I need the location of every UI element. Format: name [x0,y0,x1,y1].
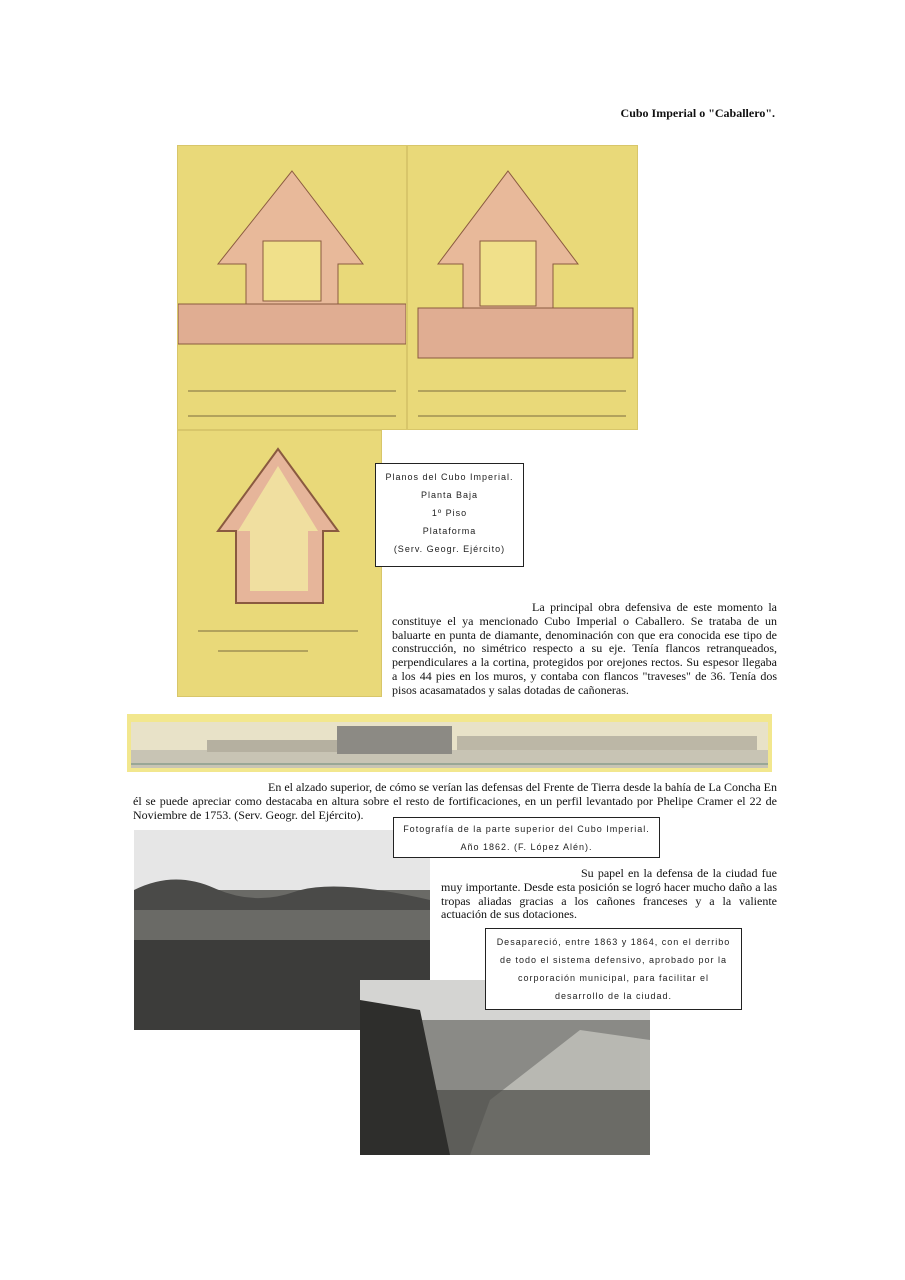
page-title: Cubo Imperial o "Caballero". [620,106,775,120]
paragraph-1: La principal obra defensiva de este momento la constituye el ya mencionado Cubo Imperial o Caballero. Se trataba de un baluarte en punta de diamante, denominación con que era conocida ese tipo de construcción, no simétrico respecto a su eje. Tenía flancos retranqueados, perpendiculares a la cortina, protegidos por orejones rectos. Su espesor llegaba a los 44 pies en los muros, y contaba con flancos "traveses" de 36. Tenía dos pisos acasamatados y salas dotadas de cañoneras. [392,600,777,697]
caption-line: Fotografía de la parte superior del Cubo Imperial. [403,824,650,834]
plan-first-floor-image [407,145,638,430]
plan-ground-floor-image [177,145,407,430]
paragraph-2: En el alzado superior, de cómo se verían las defensas del Frente de Tierra desde la bahía de La Concha En él se puede apreciar como destacaba en altura sobre el resto de fortificaciones, en un perfil levantado por Phelipe Cramer el 22 de Noviembre de 1753. (Serv. Geogr. del Ejército). [133,780,778,822]
caption-line: Plataforma [422,526,477,536]
caption-line: Planta Baja [420,490,479,500]
caption-line: 1º Piso [431,508,468,518]
paragraph-3: Su papel en la defensa de la ciudad fue muy importante. Desde esta posición se logró hacer mucho daño a las tropas aliadas gracias a los cañones franceses y a la valiente actuación de sus dotaciones. [441,866,777,922]
caption-line: (Serv. Geogr. Ejército) [393,544,506,554]
plan-platform-image [177,430,382,697]
photo-caption-2: Desapareció, entre 1863 y 1864, con el derribo de todo el sistema defensivo, aprobado por la corporación municipal, para facilitar el desarrollo de la ciudad. [485,928,742,1010]
plans-caption [375,463,524,567]
elevation-drawing-image [127,714,772,772]
photo-caption-1 [393,817,660,858]
caption-line: Planos del Cubo Imperial. [385,472,514,482]
caption-line: Año 1862. (F. López Alén). [460,842,593,852]
